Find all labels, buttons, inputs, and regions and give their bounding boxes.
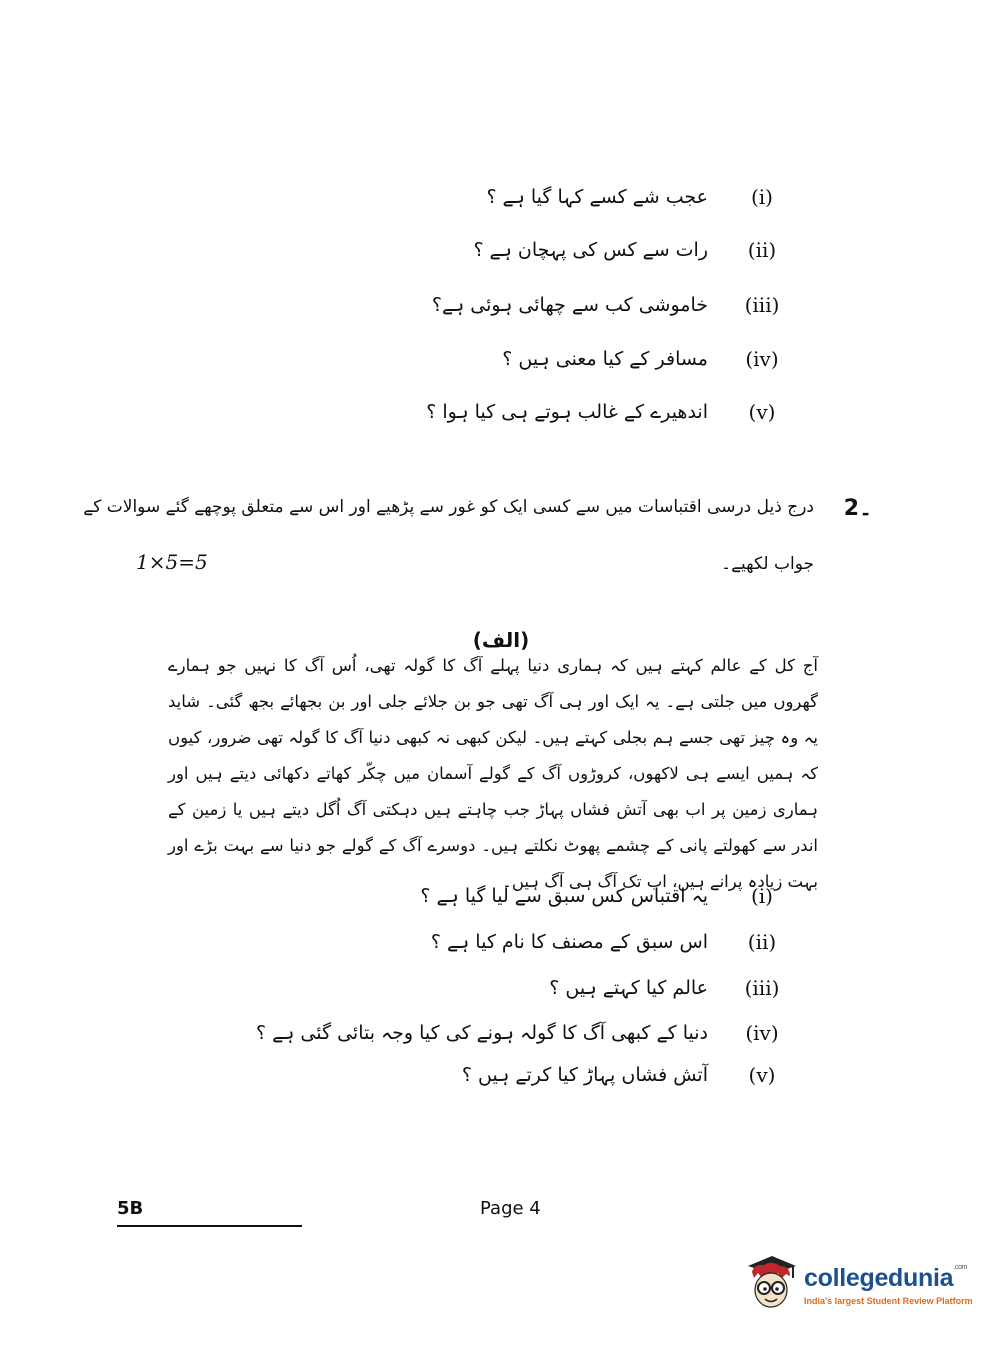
question-number: (i)	[750, 185, 773, 209]
question-number: (iii)	[744, 976, 780, 1000]
question-row	[502, 342, 780, 376]
question-number: (i)	[750, 884, 773, 908]
question-text: عالم کیا کہتے ہیں ؟	[549, 977, 708, 999]
question-text: عجب شے کسے کہا گیا ہے ؟	[486, 186, 708, 208]
question-number: (v)	[748, 400, 776, 424]
brand-tagline: India's largest Student Review Platform	[804, 1296, 973, 1306]
question-number: (v)	[748, 1063, 776, 1087]
page-number: Page 4	[480, 1198, 541, 1219]
section-heading: (الف)	[472, 628, 530, 652]
question-text: مسافر کے کیا معنی ہیں ؟	[502, 348, 708, 370]
question-2-number: 2۔	[843, 496, 872, 521]
brand-name: collegedunia$^{.com}$	[804, 1264, 968, 1292]
question-number: (ii)	[747, 930, 777, 954]
question-row	[549, 971, 780, 1005]
question-2-instruction-cont: جواب لکھیے۔	[721, 554, 814, 574]
question-row	[473, 233, 780, 267]
question-number: (ii)	[747, 238, 777, 262]
question-text: اندھیرے کے غالب ہوتے ہی کیا ہوا ؟	[426, 401, 708, 423]
collegedunia-watermark	[742, 1250, 972, 1320]
marks-label: 1×5=5	[136, 550, 208, 574]
passage-text: آج کل کے عالم کہتے ہیں کہ ہماری دنیا پہلے آگ کا گولہ تھی، اُس آگ کا نہیں جو ہمارے گھروں میں جلتی ہے۔ یہ ایک اور ہی آگ تھی جو بن جلائے جلی اور بن بجھائے بجھ گئی۔ شاید یہ وہ چیز تھی جسے ہم بجلی کہتے ہیں۔ لیکن کبھی نہ کبھی دنیا آگ کا گولہ تھی ضرور، کیوں کہ ہمیں ایسے ہی لاکھوں، کروڑوں آگ کے گولے آسمان میں چکّر کھاتے دکھائی دیتے ہیں اور ہماری زمین پر اب بھی آتش فشاں پہاڑ جب چاہتے ہیں دہکتی آگ اُگل دیتے ہیں یا زمین کے اندر سے کھولتے پانی کے چشمے پھوٹ نکلتے ہیں۔ دوسرے آگ کے گولے جو دنیا سے بہت بڑے اور بہت زیادہ پرانے ہیں، اب تک آگ ہی آگ ہیں۔	[168, 656, 818, 891]
question-row	[432, 288, 780, 322]
question-number: (iii)	[744, 293, 780, 317]
question-row	[462, 1058, 780, 1092]
passage	[168, 648, 818, 900]
question-number: (iv)	[745, 347, 779, 371]
question-text: خاموشی کب سے چھائی ہوئی ہے؟	[431, 294, 708, 316]
paper-code: 5B	[117, 1198, 144, 1219]
mascot-icon	[742, 1252, 800, 1314]
question-text: یہ اقتباس کس سبق سے لیا گیا ہے ؟	[420, 885, 708, 907]
question-row	[431, 925, 780, 959]
question-text: اس سبق کے مصنف کا نام کیا ہے ؟	[430, 931, 708, 953]
question-number: (iv)	[745, 1021, 779, 1045]
footer-divider	[117, 1225, 302, 1227]
question-row	[426, 395, 780, 429]
question-text: دنیا کے کبھی آگ کا گولہ ہونے کی کیا وجہ بتائی گئی ہے ؟	[255, 1022, 708, 1044]
question-row	[486, 180, 780, 214]
question-text: رات سے کس کی پہچان ہے ؟	[473, 239, 708, 261]
question-2-instruction: درج ذیل درسی اقتباسات میں سے کسی ایک کو غور سے پڑھیے اور اس سے متعلق پوچھے گئے سوالات کے	[83, 497, 814, 517]
question-row	[420, 879, 780, 913]
question-row	[256, 1016, 780, 1050]
question-text: آتش فشاں پہاڑ کیا کرتے ہیں ؟	[461, 1064, 708, 1086]
